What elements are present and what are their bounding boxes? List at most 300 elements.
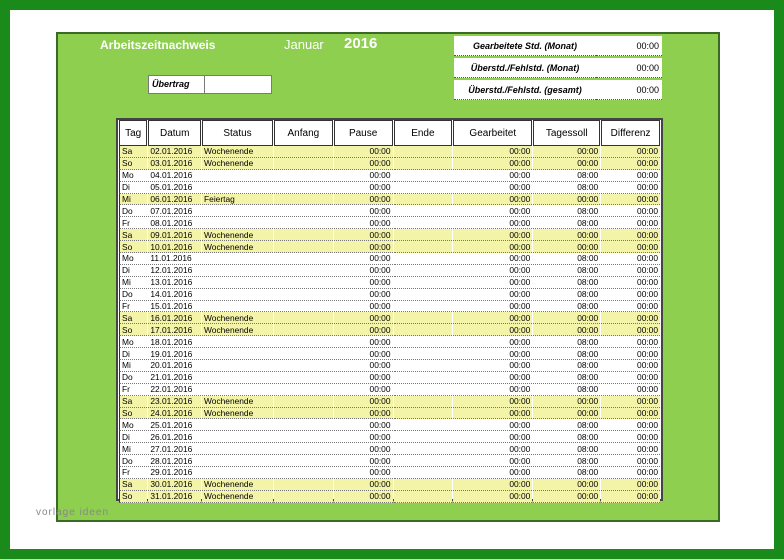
cell-ende[interactable] xyxy=(394,158,453,170)
cell-tagessoll: 08:00 xyxy=(533,289,600,301)
cell-tagessoll: 08:00 xyxy=(533,455,600,467)
year-label[interactable]: 2016 xyxy=(344,35,378,52)
cell-status[interactable] xyxy=(202,277,273,289)
cell-gearbeitet: 00:00 xyxy=(453,372,532,384)
cell-differenz: 00:00 xyxy=(601,229,660,241)
timesheet xyxy=(56,32,720,522)
cell-gearbeitet: 00:00 xyxy=(453,431,532,443)
column-header-differenz: Differenz xyxy=(601,120,660,146)
cell-tag: Sa xyxy=(119,146,147,158)
cell-pause[interactable]: 00:00 xyxy=(334,419,393,431)
cell-datum: 25.01.2016 xyxy=(148,419,201,431)
cell-status[interactable] xyxy=(202,384,273,396)
cell-tag: Di xyxy=(119,265,147,277)
cell-pause[interactable]: 00:00 xyxy=(334,217,393,229)
cell-datum: 26.01.2016 xyxy=(148,431,201,443)
cell-ende[interactable] xyxy=(394,265,453,277)
cell-differenz: 00:00 xyxy=(601,253,660,265)
cell-status[interactable] xyxy=(202,467,273,479)
cell-ende[interactable] xyxy=(394,229,453,241)
cell-tag: Mo xyxy=(119,336,147,348)
cell-tagessoll: 08:00 xyxy=(533,205,600,217)
cell-anfang[interactable] xyxy=(274,301,333,313)
cell-status[interactable] xyxy=(202,217,273,229)
cell-gearbeitet: 00:00 xyxy=(453,443,532,455)
cell-tagessoll: 00:00 xyxy=(533,229,600,241)
cell-differenz: 00:00 xyxy=(601,408,660,420)
cell-differenz: 00:00 xyxy=(601,396,660,408)
column-header-tagessoll: Tagessoll xyxy=(533,120,600,146)
cell-tag: Do xyxy=(119,205,147,217)
cell-status[interactable]: Feiertag xyxy=(202,194,273,206)
cell-datum: 21.01.2016 xyxy=(148,372,201,384)
cell-status[interactable] xyxy=(202,205,273,217)
cell-tagessoll: 08:00 xyxy=(533,443,600,455)
cell-ende[interactable] xyxy=(394,396,453,408)
cell-datum: 11.01.2016 xyxy=(148,253,201,265)
cell-tagessoll: 08:00 xyxy=(533,217,600,229)
cell-anfang[interactable] xyxy=(274,491,333,503)
table-row xyxy=(119,408,660,420)
cell-datum: 15.01.2016 xyxy=(148,301,201,313)
cell-pause[interactable]: 00:00 xyxy=(334,312,393,324)
cell-differenz: 00:00 xyxy=(601,419,660,431)
cell-gearbeitet: 00:00 xyxy=(453,419,532,431)
cell-status[interactable] xyxy=(202,336,273,348)
cell-datum: 27.01.2016 xyxy=(148,443,201,455)
cell-datum: 31.01.2016 xyxy=(148,491,201,503)
cell-differenz: 00:00 xyxy=(601,146,660,158)
cell-datum: 10.01.2016 xyxy=(148,241,201,253)
cell-differenz: 00:00 xyxy=(601,301,660,313)
cell-gearbeitet: 00:00 xyxy=(453,324,532,336)
cell-tag: Sa xyxy=(119,229,147,241)
cell-tagessoll: 08:00 xyxy=(533,384,600,396)
cell-gearbeitet: 00:00 xyxy=(453,455,532,467)
cell-pause[interactable]: 00:00 xyxy=(334,265,393,277)
cell-pause[interactable]: 00:00 xyxy=(334,182,393,194)
cell-status[interactable] xyxy=(202,348,273,360)
cell-gearbeitet: 00:00 xyxy=(453,479,532,491)
cell-pause[interactable]: 00:00 xyxy=(334,194,393,206)
table-row xyxy=(119,491,660,503)
cell-tagessoll: 08:00 xyxy=(533,360,600,372)
uebertrag-field xyxy=(148,75,272,94)
cell-anfang[interactable] xyxy=(274,158,333,170)
cell-status[interactable] xyxy=(202,253,273,265)
uebertrag-input[interactable] xyxy=(205,76,271,93)
cell-differenz: 00:00 xyxy=(601,312,660,324)
cell-ende[interactable] xyxy=(394,384,453,396)
table-row xyxy=(119,455,660,467)
cell-pause[interactable]: 00:00 xyxy=(334,241,393,253)
table-row xyxy=(119,277,660,289)
cell-anfang[interactable] xyxy=(274,253,333,265)
cell-pause[interactable]: 00:00 xyxy=(334,455,393,467)
cell-datum: 22.01.2016 xyxy=(148,384,201,396)
summary-table xyxy=(454,36,662,100)
cell-ende[interactable] xyxy=(394,419,453,431)
cell-status[interactable] xyxy=(202,372,273,384)
cell-gearbeitet: 00:00 xyxy=(453,158,532,170)
cell-anfang[interactable] xyxy=(274,170,333,182)
cell-anfang[interactable] xyxy=(274,455,333,467)
column-header-gearbeitet: Gearbeitet xyxy=(453,120,532,146)
cell-pause[interactable]: 00:00 xyxy=(334,301,393,313)
cell-anfang[interactable] xyxy=(274,431,333,443)
cell-tagessoll: 00:00 xyxy=(533,491,600,503)
cell-differenz: 00:00 xyxy=(601,194,660,206)
cell-anfang[interactable] xyxy=(274,360,333,372)
cell-datum: 28.01.2016 xyxy=(148,455,201,467)
cell-differenz: 00:00 xyxy=(601,265,660,277)
cell-datum: 08.01.2016 xyxy=(148,217,201,229)
cell-tagessoll: 08:00 xyxy=(533,419,600,431)
cell-pause[interactable]: 00:00 xyxy=(334,479,393,491)
cell-pause[interactable]: 00:00 xyxy=(334,372,393,384)
cell-gearbeitet: 00:00 xyxy=(453,301,532,313)
summary-label: Überstd./Fehlstd. (Monat) xyxy=(454,58,596,78)
table-row xyxy=(119,467,660,479)
cell-ende[interactable] xyxy=(394,205,453,217)
cell-anfang[interactable] xyxy=(274,419,333,431)
cell-status[interactable]: Wochenende xyxy=(202,158,273,170)
cell-gearbeitet: 00:00 xyxy=(453,182,532,194)
table-row xyxy=(119,479,660,491)
cell-ende[interactable] xyxy=(394,408,453,420)
cell-differenz: 00:00 xyxy=(601,467,660,479)
cell-status[interactable]: Wochenende xyxy=(202,324,273,336)
table-row xyxy=(119,348,660,360)
cell-ende[interactable] xyxy=(394,217,453,229)
cell-tag: So xyxy=(119,408,147,420)
cell-pause[interactable]: 00:00 xyxy=(334,491,393,503)
cell-gearbeitet: 00:00 xyxy=(453,205,532,217)
cell-tag: Mi xyxy=(119,277,147,289)
cell-ende[interactable] xyxy=(394,324,453,336)
cell-datum: 09.01.2016 xyxy=(148,229,201,241)
cell-anfang[interactable] xyxy=(274,265,333,277)
cell-gearbeitet: 00:00 xyxy=(453,491,532,503)
cell-ende[interactable] xyxy=(394,467,453,479)
cell-status[interactable] xyxy=(202,301,273,313)
cell-pause[interactable]: 00:00 xyxy=(334,229,393,241)
cell-tagessoll: 08:00 xyxy=(533,467,600,479)
table-row xyxy=(119,360,660,372)
cell-anfang[interactable] xyxy=(274,408,333,420)
table-row xyxy=(119,289,660,301)
cell-pause[interactable]: 00:00 xyxy=(334,348,393,360)
cell-ende[interactable] xyxy=(394,301,453,313)
cell-ende[interactable] xyxy=(394,253,453,265)
cell-ende[interactable] xyxy=(394,491,453,503)
cell-differenz: 00:00 xyxy=(601,336,660,348)
cell-pause[interactable]: 00:00 xyxy=(334,443,393,455)
cell-gearbeitet: 00:00 xyxy=(453,170,532,182)
cell-anfang[interactable] xyxy=(274,336,333,348)
cell-differenz: 00:00 xyxy=(601,324,660,336)
cell-ende[interactable] xyxy=(394,277,453,289)
cell-tag: Mi xyxy=(119,360,147,372)
cell-gearbeitet: 00:00 xyxy=(453,396,532,408)
table-body xyxy=(119,146,660,503)
cell-datum: 07.01.2016 xyxy=(148,205,201,217)
column-header-datum: Datum xyxy=(148,120,201,146)
cell-anfang[interactable] xyxy=(274,146,333,158)
cell-gearbeitet: 00:00 xyxy=(453,277,532,289)
table-row xyxy=(119,431,660,443)
cell-anfang[interactable] xyxy=(274,229,333,241)
cell-datum: 19.01.2016 xyxy=(148,348,201,360)
month-label[interactable]: Januar xyxy=(284,37,324,52)
cell-ende[interactable] xyxy=(394,336,453,348)
column-header-anfang: Anfang xyxy=(274,120,333,146)
cell-tag: Sa xyxy=(119,312,147,324)
cell-status[interactable]: Wochenende xyxy=(202,491,273,503)
cell-ende[interactable] xyxy=(394,360,453,372)
cell-differenz: 00:00 xyxy=(601,182,660,194)
cell-tag: Do xyxy=(119,289,147,301)
cell-ende[interactable] xyxy=(394,431,453,443)
cell-datum: 20.01.2016 xyxy=(148,360,201,372)
table-row xyxy=(119,253,660,265)
table-row xyxy=(119,443,660,455)
cell-ende[interactable] xyxy=(394,241,453,253)
cell-anfang[interactable] xyxy=(274,312,333,324)
cell-ende[interactable] xyxy=(394,312,453,324)
table-row xyxy=(119,241,660,253)
cell-pause[interactable]: 00:00 xyxy=(334,170,393,182)
cell-differenz: 00:00 xyxy=(601,205,660,217)
cell-datum: 18.01.2016 xyxy=(148,336,201,348)
timesheet-table xyxy=(118,120,661,503)
cell-datum: 29.01.2016 xyxy=(148,467,201,479)
cell-tagessoll: 08:00 xyxy=(533,170,600,182)
cell-datum: 02.01.2016 xyxy=(148,146,201,158)
cell-tag: So xyxy=(119,491,147,503)
cell-pause[interactable]: 00:00 xyxy=(334,360,393,372)
cell-datum: 16.01.2016 xyxy=(148,312,201,324)
cell-gearbeitet: 00:00 xyxy=(453,360,532,372)
cell-anfang[interactable] xyxy=(274,289,333,301)
cell-anfang[interactable] xyxy=(274,241,333,253)
table-row xyxy=(119,419,660,431)
cell-anfang[interactable] xyxy=(274,479,333,491)
cell-tagessoll: 08:00 xyxy=(533,336,600,348)
cell-ende[interactable] xyxy=(394,443,453,455)
cell-ende[interactable] xyxy=(394,479,453,491)
table-row xyxy=(119,158,660,170)
cell-datum: 06.01.2016 xyxy=(148,194,201,206)
cell-tagessoll: 08:00 xyxy=(533,301,600,313)
cell-gearbeitet: 00:00 xyxy=(453,265,532,277)
cell-gearbeitet: 00:00 xyxy=(453,467,532,479)
cell-ende[interactable] xyxy=(394,348,453,360)
table-row xyxy=(119,194,660,206)
cell-status[interactable] xyxy=(202,265,273,277)
column-header-status: Status xyxy=(202,120,273,146)
cell-pause[interactable]: 00:00 xyxy=(334,336,393,348)
cell-pause[interactable]: 00:00 xyxy=(334,158,393,170)
cell-pause[interactable]: 00:00 xyxy=(334,146,393,158)
cell-ende[interactable] xyxy=(394,182,453,194)
cell-anfang[interactable] xyxy=(274,205,333,217)
cell-anfang[interactable] xyxy=(274,217,333,229)
cell-status[interactable]: Wochenende xyxy=(202,479,273,491)
cell-datum: 13.01.2016 xyxy=(148,277,201,289)
cell-anfang[interactable] xyxy=(274,348,333,360)
cell-tag: So xyxy=(119,324,147,336)
cell-ende[interactable] xyxy=(394,146,453,158)
cell-tagessoll: 08:00 xyxy=(533,348,600,360)
cell-tag: So xyxy=(119,158,147,170)
column-header-pause: Pause xyxy=(334,120,393,146)
cell-tag: Di xyxy=(119,431,147,443)
cell-differenz: 00:00 xyxy=(601,170,660,182)
cell-differenz: 00:00 xyxy=(601,348,660,360)
cell-pause[interactable]: 00:00 xyxy=(334,289,393,301)
table-row xyxy=(119,396,660,408)
cell-anfang[interactable] xyxy=(274,443,333,455)
cell-tagessoll: 00:00 xyxy=(533,158,600,170)
cell-differenz: 00:00 xyxy=(601,372,660,384)
summary-value: 00:00 xyxy=(596,58,662,78)
cell-tagessoll: 08:00 xyxy=(533,253,600,265)
cell-status[interactable] xyxy=(202,182,273,194)
table-row xyxy=(119,217,660,229)
cell-anfang[interactable] xyxy=(274,277,333,289)
cell-gearbeitet: 00:00 xyxy=(453,336,532,348)
cell-tagessoll: 08:00 xyxy=(533,182,600,194)
cell-datum: 23.01.2016 xyxy=(148,396,201,408)
cell-tagessoll: 00:00 xyxy=(533,146,600,158)
cell-status[interactable]: Wochenende xyxy=(202,229,273,241)
cell-tagessoll: 00:00 xyxy=(533,479,600,491)
cell-tag: Di xyxy=(119,348,147,360)
cell-tag: Mi xyxy=(119,443,147,455)
cell-pause[interactable]: 00:00 xyxy=(334,384,393,396)
table-row xyxy=(119,384,660,396)
cell-status[interactable] xyxy=(202,289,273,301)
cell-tag: Fr xyxy=(119,384,147,396)
watermark: vorlage ideen xyxy=(36,507,110,518)
sheet-title: Arbeitszeitnachweis xyxy=(100,38,216,52)
cell-status[interactable] xyxy=(202,419,273,431)
cell-pause[interactable]: 00:00 xyxy=(334,277,393,289)
cell-anfang[interactable] xyxy=(274,194,333,206)
cell-status[interactable] xyxy=(202,360,273,372)
cell-tagessoll: 00:00 xyxy=(533,408,600,420)
cell-anfang[interactable] xyxy=(274,324,333,336)
cell-gearbeitet: 00:00 xyxy=(453,253,532,265)
cell-datum: 12.01.2016 xyxy=(148,265,201,277)
cell-pause[interactable]: 00:00 xyxy=(334,396,393,408)
uebertrag-label: Übertrag xyxy=(149,76,205,93)
table-row xyxy=(119,301,660,313)
cell-pause[interactable]: 00:00 xyxy=(334,431,393,443)
table-row xyxy=(119,312,660,324)
cell-differenz: 00:00 xyxy=(601,360,660,372)
cell-status[interactable]: Wochenende xyxy=(202,241,273,253)
table-row xyxy=(119,182,660,194)
cell-anfang[interactable] xyxy=(274,182,333,194)
cell-differenz: 00:00 xyxy=(601,217,660,229)
cell-datum: 30.01.2016 xyxy=(148,479,201,491)
cell-anfang[interactable] xyxy=(274,384,333,396)
cell-status[interactable]: Wochenende xyxy=(202,312,273,324)
cell-anfang[interactable] xyxy=(274,372,333,384)
cell-status[interactable]: Wochenende xyxy=(202,408,273,420)
cell-tag: Mi xyxy=(119,194,147,206)
cell-tagessoll: 00:00 xyxy=(533,194,600,206)
cell-tagessoll: 00:00 xyxy=(533,312,600,324)
cell-gearbeitet: 00:00 xyxy=(453,384,532,396)
cell-differenz: 00:00 xyxy=(601,431,660,443)
summary-label: Überstd./Fehlstd. (gesamt) xyxy=(454,80,596,100)
cell-tag: Mo xyxy=(119,419,147,431)
cell-gearbeitet: 00:00 xyxy=(453,229,532,241)
cell-ende[interactable] xyxy=(394,289,453,301)
summary-value: 00:00 xyxy=(596,36,662,56)
cell-status[interactable]: Wochenende xyxy=(202,146,273,158)
cell-status[interactable] xyxy=(202,455,273,467)
cell-status[interactable] xyxy=(202,431,273,443)
cell-differenz: 00:00 xyxy=(601,479,660,491)
cell-gearbeitet: 00:00 xyxy=(453,194,532,206)
cell-differenz: 00:00 xyxy=(601,241,660,253)
timesheet-table-container xyxy=(116,118,663,501)
cell-ende[interactable] xyxy=(394,170,453,182)
cell-differenz: 00:00 xyxy=(601,443,660,455)
table-row xyxy=(119,170,660,182)
cell-tag: Fr xyxy=(119,467,147,479)
cell-status[interactable]: Wochenende xyxy=(202,396,273,408)
cell-ende[interactable] xyxy=(394,455,453,467)
cell-pause[interactable]: 00:00 xyxy=(334,205,393,217)
cell-differenz: 00:00 xyxy=(601,455,660,467)
cell-tagessoll: 08:00 xyxy=(533,265,600,277)
table-row xyxy=(119,146,660,158)
cell-anfang[interactable] xyxy=(274,396,333,408)
cell-pause[interactable]: 00:00 xyxy=(334,467,393,479)
table-row xyxy=(119,229,660,241)
cell-ende[interactable] xyxy=(394,372,453,384)
cell-pause[interactable]: 00:00 xyxy=(334,324,393,336)
cell-pause[interactable]: 00:00 xyxy=(334,408,393,420)
table-row xyxy=(119,265,660,277)
column-header-ende: Ende xyxy=(394,120,453,146)
cell-anfang[interactable] xyxy=(274,467,333,479)
cell-tag: Do xyxy=(119,372,147,384)
cell-tagessoll: 00:00 xyxy=(533,324,600,336)
cell-datum: 05.01.2016 xyxy=(148,182,201,194)
cell-status[interactable] xyxy=(202,170,273,182)
cell-pause[interactable]: 00:00 xyxy=(334,253,393,265)
cell-status[interactable] xyxy=(202,443,273,455)
cell-tag: Di xyxy=(119,182,147,194)
summary-value: 00:00 xyxy=(596,80,662,100)
table-row xyxy=(119,205,660,217)
cell-ende[interactable] xyxy=(394,194,453,206)
cell-datum: 03.01.2016 xyxy=(148,158,201,170)
cell-tagessoll: 00:00 xyxy=(533,241,600,253)
cell-gearbeitet: 00:00 xyxy=(453,312,532,324)
table-row xyxy=(119,336,660,348)
cell-tag: So xyxy=(119,241,147,253)
cell-gearbeitet: 00:00 xyxy=(453,289,532,301)
cell-datum: 04.01.2016 xyxy=(148,170,201,182)
summary-label: Gearbeitete Std. (Monat) xyxy=(454,36,596,56)
